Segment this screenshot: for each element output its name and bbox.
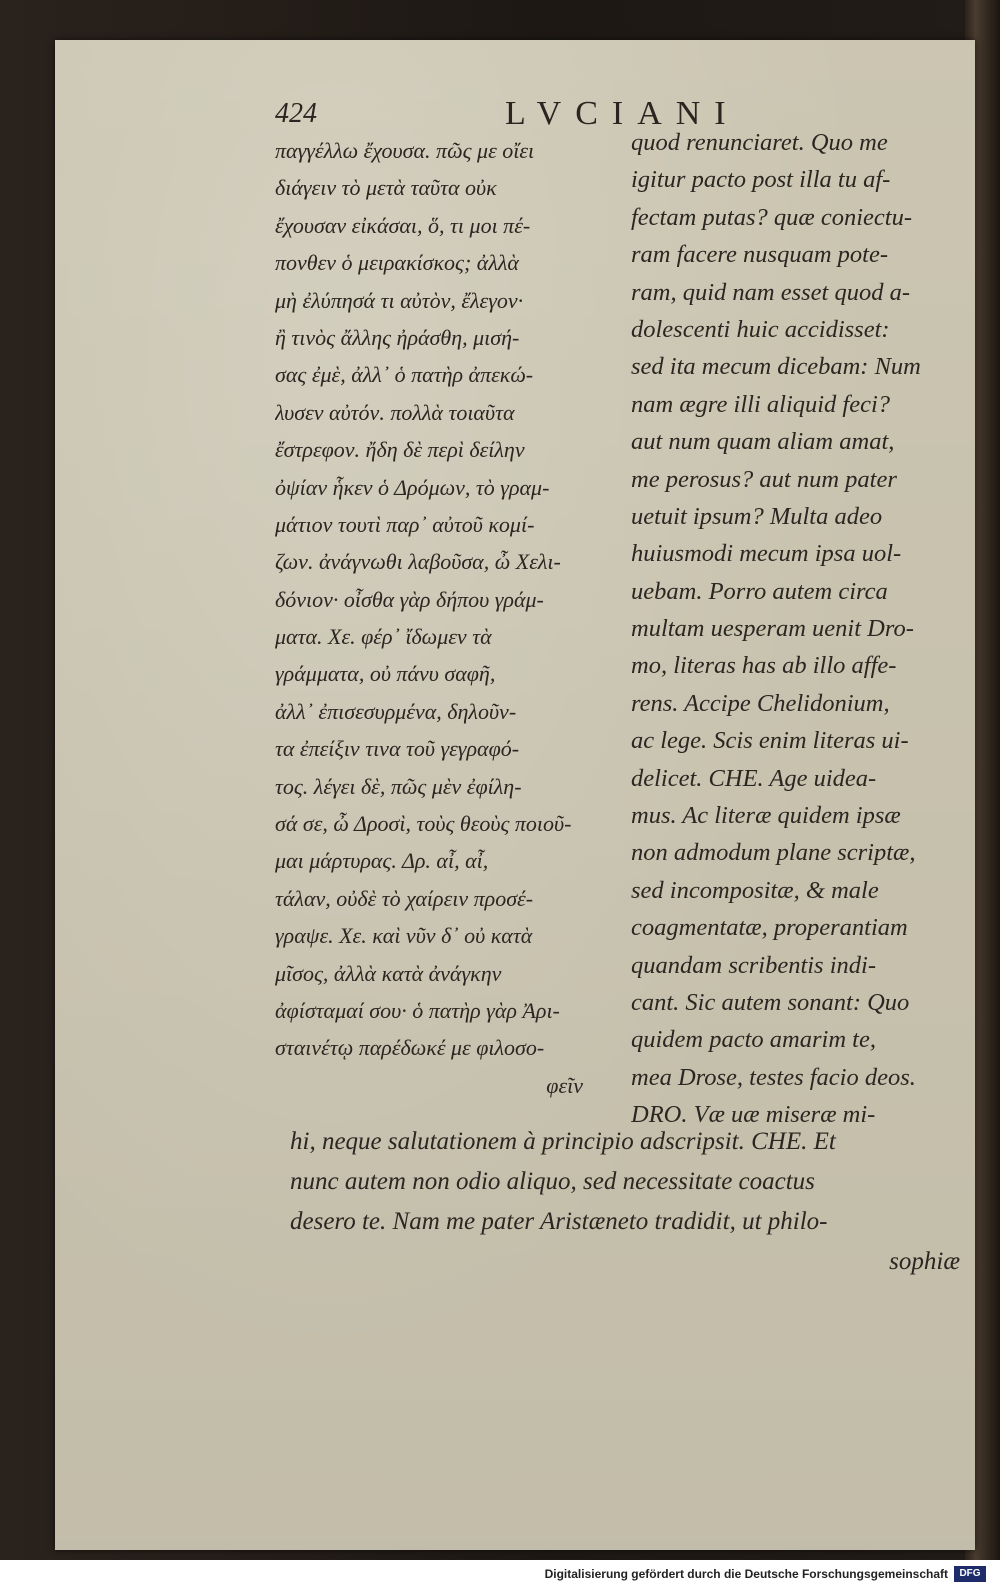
greek-line: ἀλλ᾽ ἐπισεσυρμένα, δηλοῦν- (275, 698, 517, 724)
greek-line: πονθεν ὁ μειρακίσκος; ἀλλὰ (275, 250, 519, 276)
latin-line: ram facere nusquam pote- (631, 241, 888, 269)
latin-line: multam uesperam uenit Dro- (631, 615, 914, 643)
latin-line: sed ita mecum dicebam: Num (631, 353, 921, 381)
greek-line: τα ἐπείξιν τινα τοῦ γεγραφό- (275, 736, 520, 762)
greek-line: ἢ τινὸς ἄλλης ἠράσθη, μισή- (275, 324, 520, 350)
latin-line: ac lege. Scis enim literas ui- (631, 727, 909, 755)
latin-line: fectam putas? quæ coniectu- (631, 203, 913, 231)
running-title: LVCIANI (505, 95, 740, 132)
latin-line: sed incompositæ, & male (631, 876, 879, 904)
greek-line: ἔστρεφον. ἤδη δὲ περὶ δείλην (275, 437, 525, 463)
greek-line: ἔχουσαν εἰκάσαι, ὅ, τι μοι πέ- (275, 212, 531, 238)
latin-line: non admodum plane scriptæ, (631, 839, 916, 867)
greek-line: ὀψίαν ἧκεν ὁ Δρόμων, τὸ γραμ- (275, 474, 550, 500)
latin-line: mo, literas has ab illo affe- (631, 652, 897, 680)
full-width-text (290, 1122, 960, 1282)
greek-line: γράμματα, οὐ πάνυ σαφῆ, (275, 661, 496, 687)
latin-line: delicet. CHE. Age uidea- (631, 764, 877, 792)
page-number: 424 (275, 98, 317, 129)
greek-line: μάτιον τουτὶ παρ᾽ αὐτοῦ κομί- (275, 511, 535, 537)
greek-line: φεῖν (546, 1072, 583, 1098)
greek-line: σας ἐμὲ, ἀλλ᾽ ὁ πατὴρ ἀπεκώ- (275, 362, 534, 388)
footer-bar (0, 1560, 1000, 1590)
latin-line: igitur pacto post illa tu af- (631, 166, 891, 194)
greek-line: διάγειν τὸ μετὰ ταῦτα οὐκ (275, 175, 497, 201)
greek-line: γραψε. Χε. καὶ νῦν δ᾽ οὐ κατὰ (275, 923, 533, 949)
latin-line: mus. Ac literæ quidem ipsæ (631, 802, 901, 830)
dfg-logo: DFG (954, 1566, 986, 1582)
greek-line: σά σε, ὦ Δροσὶ, τοὺς θεοὺς ποιοῦ- (275, 811, 572, 837)
greek-line: τος. λέγει δὲ, πῶς μὲν ἐφίλη- (275, 773, 522, 799)
latin-line: quidem pacto amarim te, (631, 1026, 876, 1054)
latin-line: rens. Accipe Chelidonium, (631, 689, 890, 717)
funding-credit: Digitalisierung gefördert durch die Deutsche Forschungsgemeinschaft (544, 1567, 948, 1581)
text-line: nunc autem non odio aliquo, sed necessitate coactus (290, 1168, 815, 1195)
greek-line: ματα. Χε. φέρ᾽ ἴδωμεν τὰ (275, 624, 492, 650)
latin-line: cant. Sic autem sonant: Quo (631, 988, 910, 1016)
greek-line: δόνιον· οἶσθα γὰρ δήπου γράμ- (275, 586, 544, 612)
latin-line: coagmentatæ, properantiam (631, 914, 908, 942)
latin-line: quod renunciaret. Quo me (631, 129, 888, 156)
text-line: hi, neque salutationem à principio adscripsit. CHE. Et (290, 1128, 836, 1155)
greek-line: μῖσος, ἀλλὰ κατὰ ἀνάγκην (275, 960, 502, 986)
greek-line: σταινέτῳ παρέδωκέ με φιλοσο- (275, 1035, 545, 1061)
latin-line: DRO. Væ uæ miseræ mi- (631, 1101, 876, 1129)
latin-line: aut num quam aliam amat, (631, 428, 895, 456)
greek-line: μὴ ἐλύπησά τι αὐτὸν, ἔλεγον· (275, 287, 524, 313)
latin-line: mea Drose, testes facio deos. (631, 1063, 916, 1091)
greek-line: ζων. ἀνάγνωθι λαβοῦσα, ὦ Χελι- (275, 549, 561, 575)
greek-line: λυσεν αὐτόν. πολλὰ τοιαῦτα (275, 399, 515, 425)
latin-line: nam ægre illi aliquid feci? (631, 390, 891, 418)
greek-line: μαι μάρτυρας. Δρ. αἶ, αἶ, (275, 848, 489, 874)
greek-line: παγγέλλω ἔχουσα. πῶς με οἴει (275, 138, 535, 163)
latin-line: ram, quid nam esset quod a- (631, 278, 911, 306)
greek-line: ἀφίσταμαί σου· ὁ πατὴρ γὰρ Ἀρι- (275, 997, 560, 1023)
greek-line: τάλαν, οὐδὲ τὸ χαίρειν προσέ- (275, 885, 534, 911)
latin-line: me perosus? aut num pater (631, 465, 897, 493)
greek-column (275, 132, 605, 1104)
latin-line: quandam scribentis indi- (631, 951, 876, 979)
latin-line: dolescenti huic accidisset: (631, 315, 890, 343)
latin-line: uetuit ipsum? Multa adeo (631, 502, 883, 530)
catchword: sophiæ (889, 1248, 960, 1275)
latin-column (631, 124, 961, 1134)
latin-line: uebam. Porro autem circa (631, 577, 888, 605)
latin-line: huiusmodi mecum ipsa uol- (631, 540, 902, 568)
text-line: desero te. Nam me pater Aristæneto tradidit, ut philo- (290, 1208, 828, 1235)
